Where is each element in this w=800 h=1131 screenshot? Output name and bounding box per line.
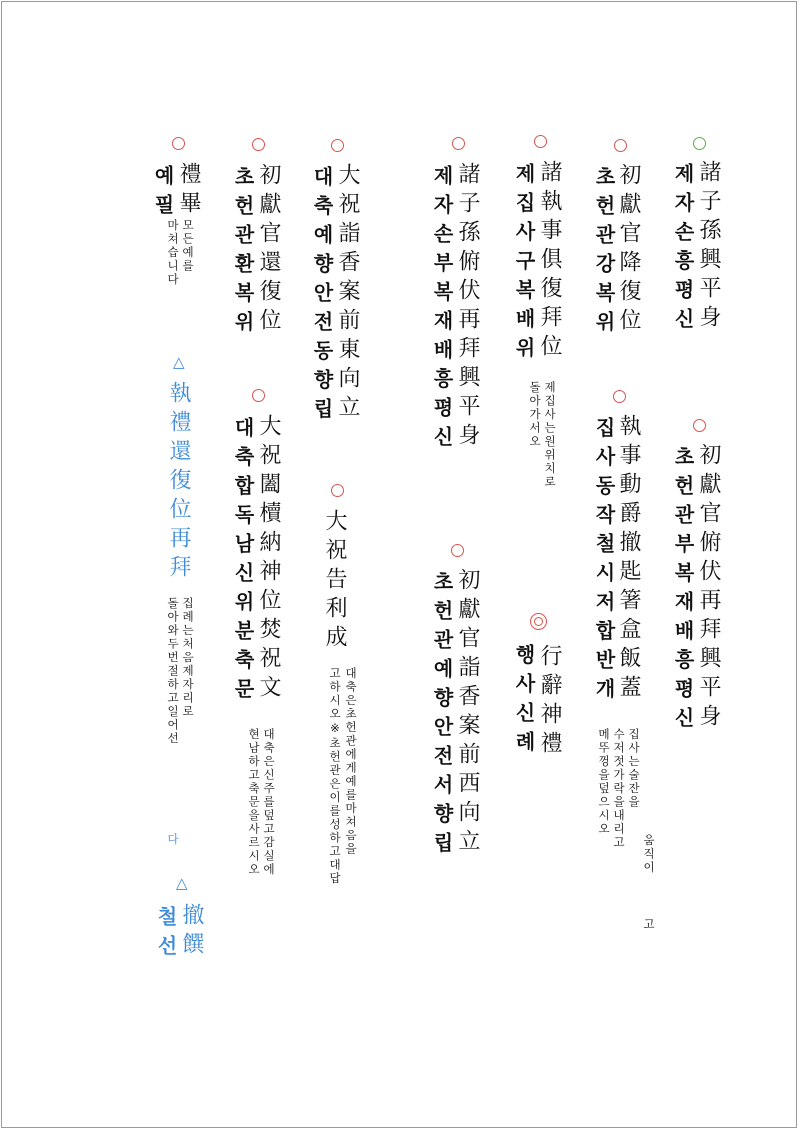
triangle-marker: △ bbox=[176, 874, 188, 892]
hanja-text: 諸執事俱復拜位 bbox=[537, 160, 562, 363]
hangul-text: 초헌관강복위 bbox=[592, 166, 616, 340]
hanja-text: 撤饌 bbox=[179, 903, 204, 961]
hanja-text: 初獻官還復位 bbox=[256, 163, 281, 337]
hanja-text: 初獻官俯伏再拜興平身 bbox=[696, 443, 721, 733]
annotation-text: 고 bbox=[642, 918, 656, 932]
hangul-text: 초헌관환복위 bbox=[231, 166, 255, 340]
double-circle-marker bbox=[530, 613, 547, 630]
circle-marker bbox=[614, 139, 627, 152]
hanja-text: 初獻官降復位 bbox=[616, 163, 641, 337]
circle-marker bbox=[534, 135, 547, 148]
hanja-text: 大祝告利成 bbox=[322, 509, 347, 654]
hanja-text: 禮畢 bbox=[176, 162, 201, 220]
circle-marker bbox=[252, 138, 265, 151]
circle-marker bbox=[451, 544, 464, 557]
hangul-text: 제자손부복재배흥평신 bbox=[430, 165, 454, 455]
annotation-text: 마쳐습니다 bbox=[166, 219, 180, 287]
hanja-text: 執事動爵撤匙箸盒飯蓋 bbox=[616, 414, 641, 704]
hanja-text: 諸子孫俯伏再拜興平身 bbox=[455, 162, 480, 452]
annotation-text: 모든예를 bbox=[181, 219, 195, 273]
annotation-text: 대축은신주를덮고감실에 bbox=[262, 728, 276, 877]
hangul-text: 제자손흥평신 bbox=[671, 163, 695, 337]
circle-marker bbox=[252, 389, 265, 402]
hanja-text: 行辭神禮 bbox=[537, 644, 562, 760]
hanja-text: 初獻官詣香案前西向立 bbox=[455, 568, 480, 858]
hangul-text: 제집사구복배위 bbox=[512, 163, 536, 366]
circle-marker bbox=[331, 484, 344, 497]
hanja-text: 執禮還復位再拜 bbox=[166, 381, 191, 584]
annotation-text: 돌아와두번절하고일어선 bbox=[166, 597, 180, 746]
circle-marker bbox=[693, 419, 706, 432]
circle-marker bbox=[613, 390, 626, 403]
hanja-text: 大祝闔櫝納神位焚祝文 bbox=[256, 414, 281, 704]
annotation-text: 움직이 bbox=[642, 834, 656, 875]
hangul-text: 대축예향안전동향립 bbox=[310, 166, 334, 427]
circle-marker bbox=[172, 137, 185, 150]
triangle-marker: △ bbox=[173, 353, 185, 371]
hangul-text: 초헌관예향안전서향립 bbox=[430, 571, 454, 861]
annotation-text: 수저젓가락을내리고 bbox=[612, 728, 626, 850]
annotation-text: 현남하고축문을사르시오 bbox=[247, 728, 261, 877]
annotation-text: 대축은초헌관에게예를마쳐음을 bbox=[344, 667, 358, 856]
circle-marker bbox=[452, 137, 465, 150]
annotation-text: 메뚜껑을덮으시오 bbox=[597, 728, 611, 836]
circle-marker bbox=[331, 139, 344, 152]
annotation-text: 돌아가서오 bbox=[528, 381, 542, 449]
hanja-text: 大祝詣香案前東向立 bbox=[335, 163, 360, 424]
circle-marker bbox=[693, 137, 706, 150]
hangul-text: 행사신례 bbox=[512, 644, 536, 760]
hanja-text: 諸子孫興平身 bbox=[696, 160, 721, 334]
annotation-text: 집례는처음제자리로 bbox=[181, 597, 195, 719]
hangul-text: 대축합독남신위분축문 bbox=[231, 417, 255, 707]
annotation-text: 다 bbox=[166, 833, 180, 847]
hangul-text: 초헌관부복재배흥평신 bbox=[671, 446, 695, 736]
hangul-text: 철선 bbox=[154, 906, 178, 964]
hangul-text: 집사동작철시저합반개 bbox=[592, 417, 616, 707]
annotation-text: 집사는술잔을 bbox=[627, 728, 641, 809]
annotation-text: 고하시오※초헌관은이를성하고대답 bbox=[328, 667, 342, 886]
annotation-text: 제집사는원위치로 bbox=[543, 381, 557, 489]
hangul-text: 예필 bbox=[151, 165, 175, 223]
